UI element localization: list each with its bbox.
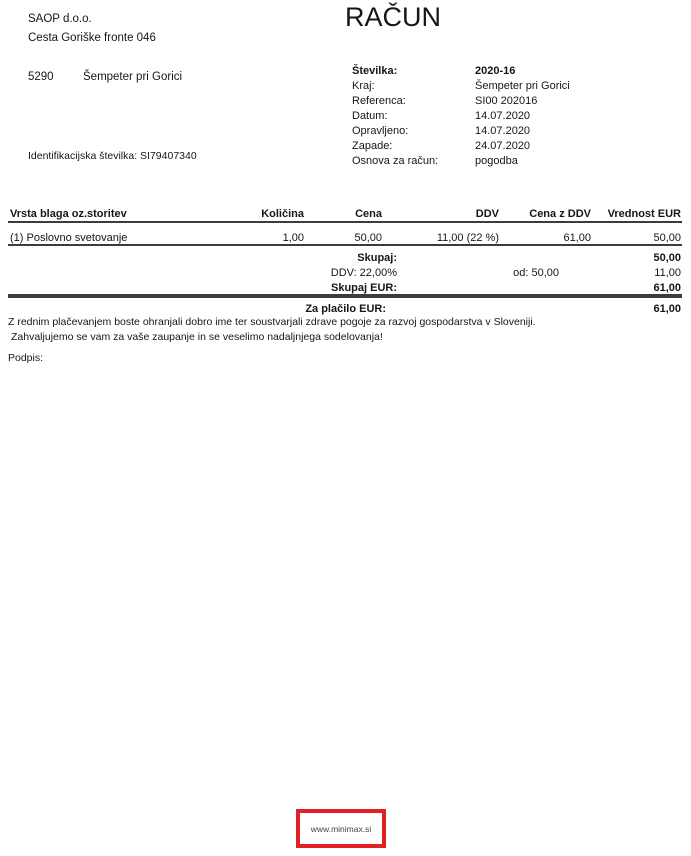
table-row (8, 231, 682, 245)
meta-row-date (352, 109, 570, 124)
col-header-item: Vrsta blaga oz.storitev (10, 208, 127, 220)
total-middle: od: 50,00 (513, 267, 559, 279)
meta-value: 24.07.2020 (475, 140, 531, 152)
total-middle (398, 251, 560, 266)
seller-postal-code: 5290 (28, 71, 54, 83)
meta-value: 14.07.2020 (475, 110, 531, 122)
amount-due-label: Za plačilo EUR: (305, 303, 386, 315)
cell-qty: 1,00 (282, 232, 304, 244)
totals-double-divider (8, 294, 682, 298)
meta-label: Osnova za račun: (352, 155, 439, 167)
meta-row-service-date (352, 124, 570, 139)
invoice-meta-block (352, 64, 570, 169)
seller-name: SAOP d.o.o. (28, 13, 92, 25)
cell-item: (1) Poslovno svetovanje (10, 232, 128, 244)
cell-price: 50,00 (354, 232, 382, 244)
total-value: 50,00 (653, 252, 681, 264)
website-link[interactable]: www.minimax.si (310, 823, 372, 834)
meta-label: Opravljeno: (352, 125, 409, 137)
meta-value: pogodba (475, 155, 518, 167)
meta-row-basis (352, 154, 570, 169)
meta-value: 2020-16 (475, 65, 516, 77)
meta-row-place (352, 79, 570, 94)
header-divider (8, 221, 682, 223)
meta-row-due-date (352, 139, 570, 154)
seller-city: Šempeter pri Gorici (83, 71, 183, 83)
total-label: Skupaj EUR: (330, 282, 397, 294)
meta-label: Zapade: (352, 140, 393, 152)
amount-due-spacer (398, 302, 560, 317)
footer-note-line1: Z rednim plačevanjem boste ohranjali dobro ime ter soustvarjali zdrave pogoje za razvoj gospodarstva v Sloveniji. (8, 316, 536, 328)
meta-row-number (352, 64, 570, 79)
seller-city-row (28, 71, 182, 83)
meta-row-reference (352, 94, 570, 109)
meta-label: Kraj: (352, 80, 375, 92)
col-header-qty: Količina (261, 208, 304, 220)
highlight-box (296, 809, 386, 848)
totals-block (8, 251, 682, 296)
cell-value: 50,00 (653, 232, 681, 244)
meta-label: Datum: (352, 110, 388, 122)
total-label: Skupaj: (357, 252, 397, 264)
meta-value: SI00 202016 (475, 95, 538, 107)
signature-label: Podpis: (8, 352, 44, 364)
row-divider (8, 244, 682, 246)
total-value: 61,00 (653, 282, 681, 294)
footer-note-line2: Zahvaljujemo se vam za vaše zaupanje in se veselimo nadaljnjega sodelovanja! (11, 331, 383, 343)
meta-label: Številka: (352, 65, 398, 77)
total-value: 11,00 (654, 267, 681, 279)
col-header-price-vat: Cena z DDV (529, 208, 591, 220)
cell-vat: 11,00 (22 %) (436, 232, 499, 244)
meta-label: Referenca: (352, 95, 406, 107)
cell-price-vat: 61,00 (563, 232, 591, 244)
document-title: RAČUN (345, 2, 442, 32)
seller-tax-id: Identifikacijska številka: SI79407340 (28, 150, 197, 162)
meta-value: Šempeter pri Gorici (475, 80, 570, 92)
total-label: DDV: 22,00% (330, 267, 397, 279)
seller-street: Cesta Goriške fronte 046 (28, 32, 156, 44)
amount-due-value: 61,00 (653, 303, 681, 315)
items-table-header (8, 207, 682, 221)
meta-value: 14.07.2020 (475, 125, 531, 137)
seller-address-block (28, 10, 156, 48)
col-header-vat: DDV (475, 208, 499, 220)
amount-due-row (8, 302, 682, 317)
col-header-value: Vrednost EUR (607, 208, 681, 220)
col-header-price: Cena (355, 208, 382, 220)
